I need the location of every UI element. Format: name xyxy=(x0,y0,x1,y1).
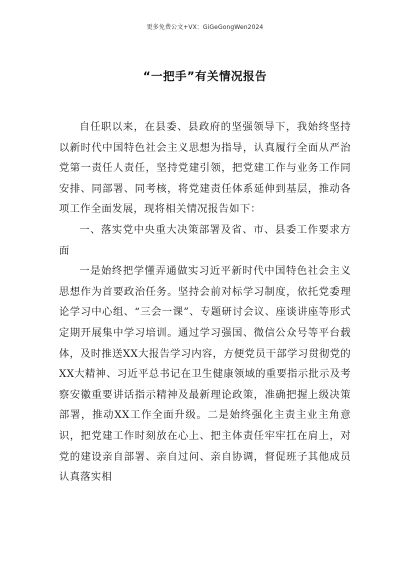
paragraph-intro: 自任职以来，在县委、县政府的坚强领导下，我始终坚持以新时代中国特色社会主义思想为指导，认真履行全面从严治党第一责任人责任，坚持党建引领，把党建工作与业务工作同安排、同部署、同考核，将党建责任体系延伸到基层，推动各项工作全面发展，现将相关情况报告如下： xyxy=(59,122,351,216)
header-note: 更多免费公文+VX：GiGeGongWen2024 xyxy=(146,24,264,31)
paragraph-section-1: 一是始终把学懂弄通做实习近平新时代中国特色社会主义思想作为首要政治任务。坚持会前对标学习制度，依托党委理论学习中心组、“三会一课”、专题研讨会议、座谈讲座等形式定期开展集中学习培训。通过学习强国、微信公众号等平台载体，及时推送XX大报告学习内容，方便党员干部学习贯彻党的XX大精神、习近平总书记在卫生健康领域的重要指示批示及考察安徽重要讲话指示精神及最新理论政策，准确把握上级决策部署，推动XX工作全面升级。二是始终强化主责主业主角意识，把党建工作时刻放在心上、把主体责任牢牢扛在肩上，对党的建设亲自部署、亲自过问、亲自协调，督促班子其他成员认真落实相 xyxy=(59,266,351,484)
document-body xyxy=(59,118,351,489)
document-title: “一把手”有关情况报告 xyxy=(142,69,268,83)
section-heading-1: 一、落实党中央重大决策部署及省、市、县委工作要求方面 xyxy=(59,224,351,257)
